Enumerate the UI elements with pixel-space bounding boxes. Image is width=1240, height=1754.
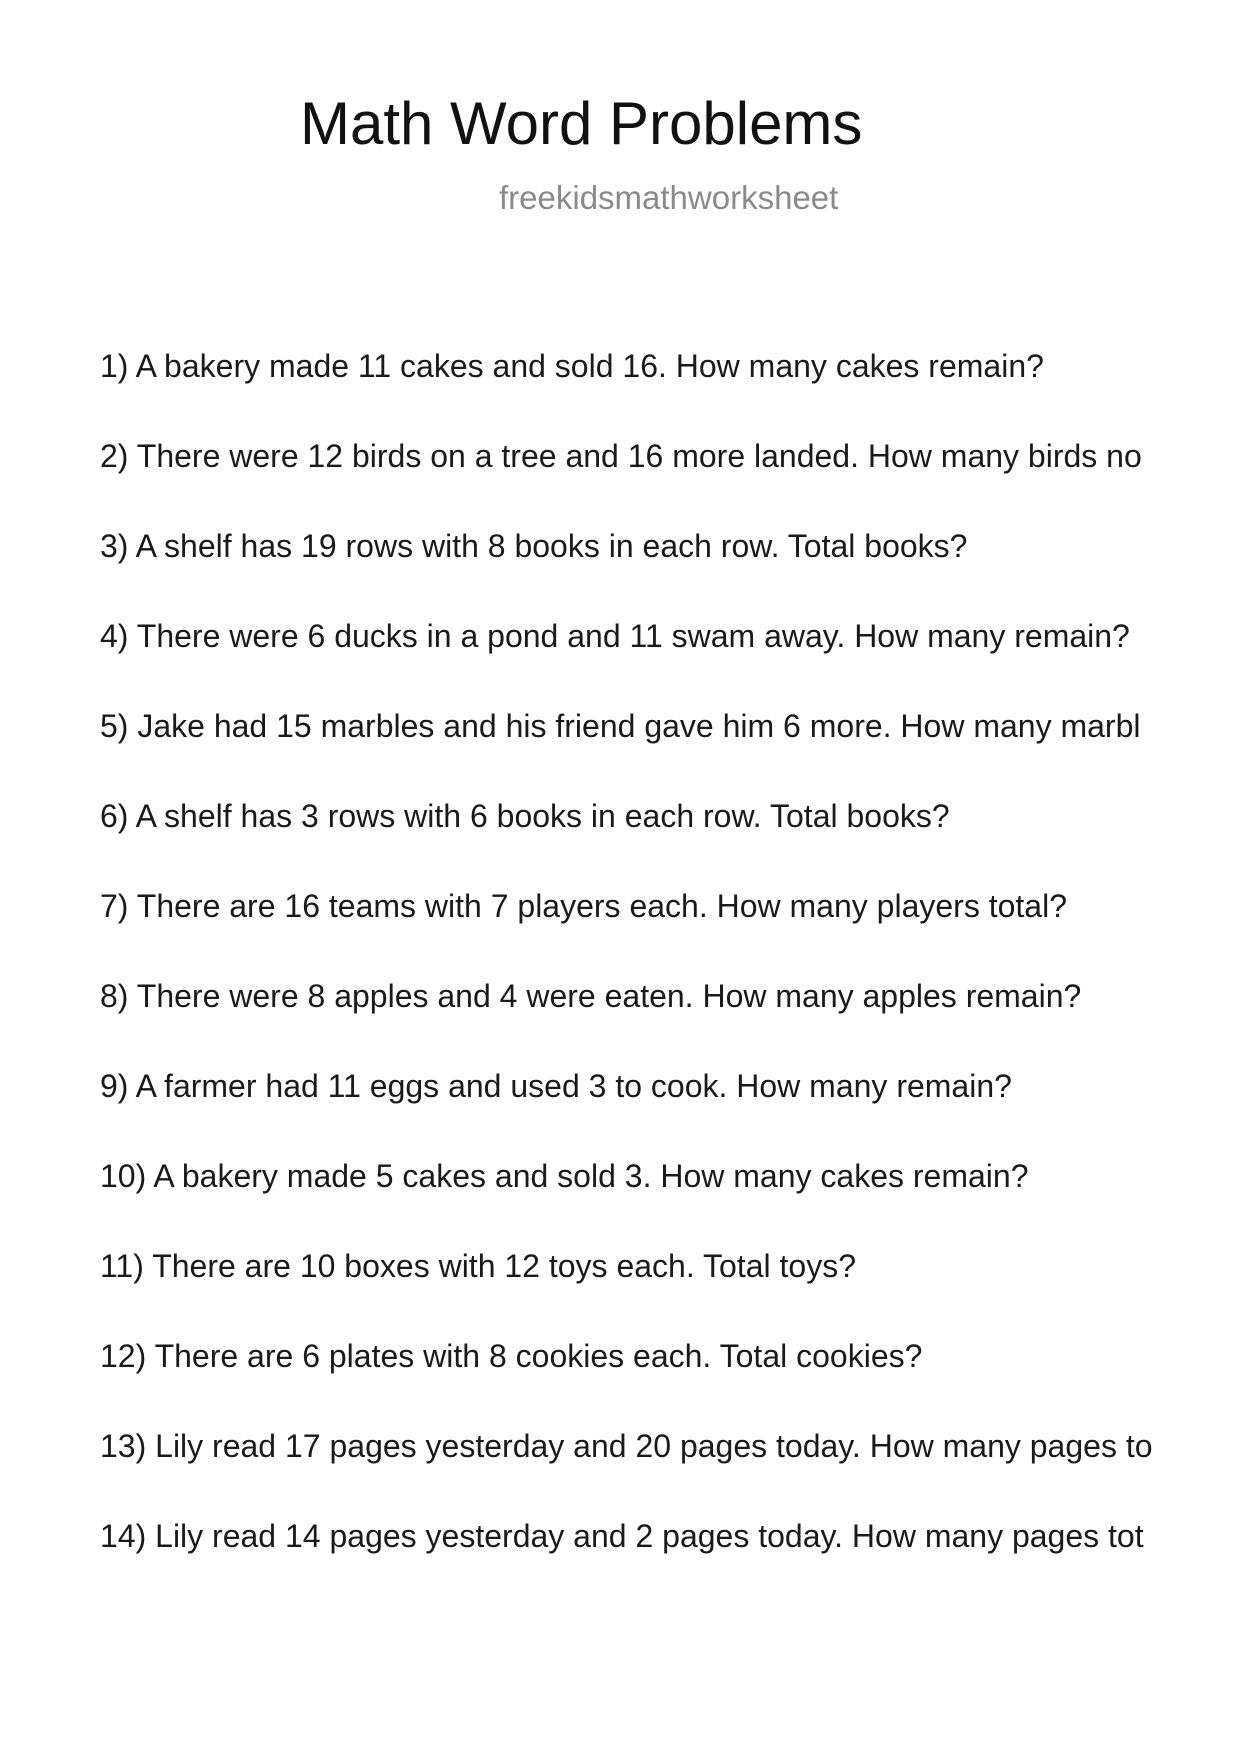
problem-9: 9) A farmer had 11 eggs and used 3 to cook. How many remain? [100,1068,1012,1104]
problem-3: 3) A shelf has 19 rows with 8 books in each row. Total books? [100,528,968,564]
source-label: freekidsmathworksheet [499,179,839,216]
problem-4: 4) There were 6 ducks in a pond and 11 swam away. How many remain? [100,618,1130,654]
problem-10: 10) A bakery made 5 cakes and sold 3. How many cakes remain? [100,1158,1029,1194]
problem-11: 11) There are 10 boxes with 12 toys each. Total toys? [100,1248,856,1284]
page-title: Math Word Problems [300,90,863,157]
problem-1: 1) A bakery made 11 cakes and sold 16. How many cakes remain? [100,348,1044,384]
problem-12: 12) There are 6 plates with 8 cookies each. Total cookies? [100,1338,923,1374]
problem-5: 5) Jake had 15 marbles and his friend gave him 6 more. How many marbl [100,708,1141,744]
problem-list [100,350,1240,1610]
problem-13: 13) Lily read 17 pages yesterday and 20 pages today. How many pages to [100,1428,1153,1464]
problem-6: 6) A shelf has 3 rows with 6 books in each row. Total books? [100,798,950,834]
problem-8: 8) There were 8 apples and 4 were eaten. How many apples remain? [100,978,1082,1014]
problem-14: 14) Lily read 14 pages yesterday and 2 pages today. How many pages tot [100,1518,1144,1554]
problem-7: 7) There are 16 teams with 7 players each. How many players total? [100,888,1067,924]
problem-2: 2) There were 12 birds on a tree and 16 more landed. How many birds no [100,438,1142,474]
